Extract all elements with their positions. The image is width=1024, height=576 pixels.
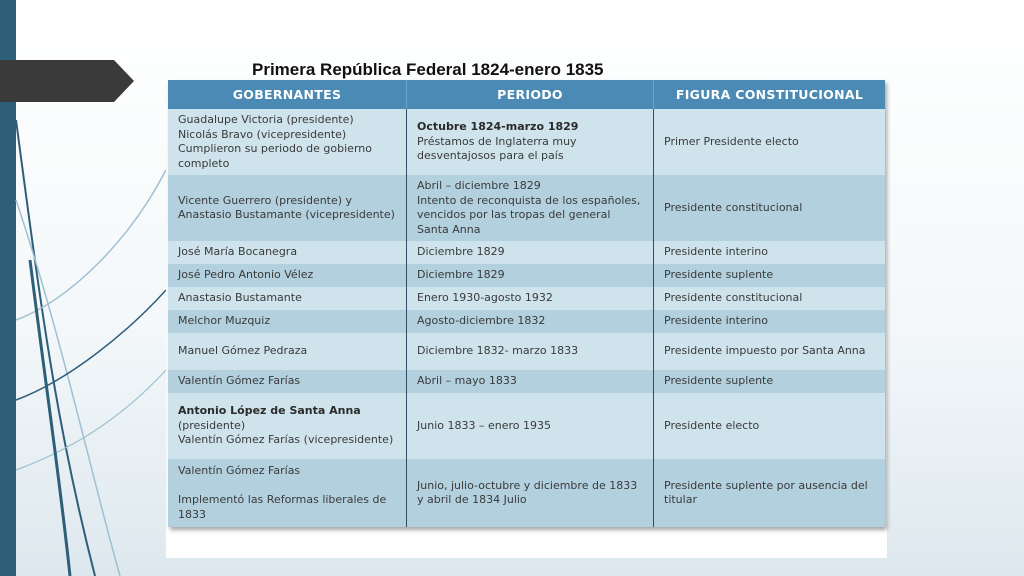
cell-figura-text: Presidente suplente (664, 374, 774, 388)
header-figura-constitucional: FIGURA CONSTITUCIONAL (654, 80, 886, 109)
table-panel (166, 80, 887, 558)
table-row (168, 333, 885, 370)
table-body (168, 109, 885, 527)
cell-gobernantes (168, 264, 407, 287)
cell-figura-text: Presidente suplente (664, 268, 774, 282)
table-row (168, 241, 885, 264)
cell-gobernantes-text: Anastasio Bustamante (178, 291, 302, 305)
cell-figura-text: Presidente suplente por ausencia del titular (664, 478, 868, 506)
cell-periodo-text: Abril – mayo 1833 (417, 374, 517, 388)
cell-gobernantes-text: (presidente) Valentín Gómez Farías (vicepresidente) (178, 418, 394, 447)
cell-periodo-bold: Octubre 1824-marzo 1829 (417, 120, 579, 134)
cell-gobernantes-text: Valentín Gómez Farías (178, 374, 301, 388)
cell-periodo-text: Diciembre 1832- marzo 1833 (417, 344, 579, 358)
cell-figura (654, 310, 886, 333)
cell-figura-text: Presidente impuesto por Santa Anna (664, 344, 866, 358)
cell-figura-text: Presidente interino (664, 314, 768, 328)
cell-figura (654, 264, 886, 287)
governors-table (168, 80, 885, 527)
cell-periodo (407, 287, 654, 310)
table-row (168, 109, 885, 175)
cell-figura (654, 241, 886, 264)
cell-periodo (407, 175, 654, 241)
cell-periodo-text: Junio, julio-octubre y diciembre de 1833 y abril de 1834 Julio (417, 478, 638, 506)
cell-figura (654, 459, 886, 527)
cell-periodo (407, 109, 654, 175)
cell-gobernantes (168, 109, 407, 175)
cell-gobernantes-text: José María Bocanegra (178, 245, 298, 259)
cell-gobernantes (168, 333, 407, 370)
table-row (168, 264, 885, 287)
cell-figura (654, 333, 886, 370)
cell-gobernantes (168, 459, 407, 527)
cell-figura (654, 393, 886, 459)
cell-periodo (407, 333, 654, 370)
cell-periodo-text: Abril – diciembre 1829 Intento de reconquista de los españoles, vencidos por las tropas del general Santa Anna (417, 179, 641, 236)
table-row (168, 393, 885, 459)
cell-periodo (407, 459, 654, 527)
cell-gobernantes (168, 241, 407, 264)
cell-figura-text: Presidente interino (664, 245, 768, 259)
cell-periodo-text: Junio 1833 – enero 1935 (417, 418, 551, 432)
cell-periodo-text: Préstamos de Inglaterra muy desventajosos para el país (417, 134, 577, 163)
cell-figura-text: Presidente electo (664, 418, 760, 432)
cell-periodo (407, 310, 654, 333)
cell-gobernantes-text: Melchor Muzquiz (178, 314, 271, 328)
table-row (168, 287, 885, 310)
table-row (168, 370, 885, 393)
cell-gobernantes-text: Valentín Gómez Farías Implementó las Reformas liberales de 1833 (178, 464, 387, 521)
header-gobernantes: GOBERNANTES (168, 80, 407, 109)
title-arrow-tab (0, 60, 134, 102)
cell-periodo-text: Diciembre 1829 (417, 245, 505, 259)
cell-gobernantes-text: José Pedro Antonio Vélez (178, 268, 314, 282)
table-row (168, 175, 885, 241)
cell-periodo-text: Agosto-diciembre 1832 (417, 314, 546, 328)
cell-figura (654, 175, 886, 241)
cell-gobernantes (168, 287, 407, 310)
cell-periodo (407, 370, 654, 393)
header-periodo: PERIODO (407, 80, 654, 109)
cell-gobernantes-text: Vicente Guerrero (presidente) y Anastasio Bustamante (vicepresidente) (178, 193, 395, 221)
cell-gobernantes (168, 370, 407, 393)
cell-periodo-text: Enero 1930-agosto 1932 (417, 291, 553, 305)
cell-gobernantes-text: Guadalupe Victoria (presidente) Nicolás Bravo (vicepresidente) Cumplieron su periodo de gobierno completo (178, 113, 372, 170)
cell-figura (654, 287, 886, 310)
cell-gobernantes-bold: Antonio López de Santa Anna (178, 404, 361, 418)
cell-periodo (407, 264, 654, 287)
table-row (168, 310, 885, 333)
cell-gobernantes (168, 175, 407, 241)
table-header-row (168, 80, 885, 109)
cell-gobernantes (168, 393, 407, 459)
cell-figura-text: Presidente constitucional (664, 291, 803, 305)
cell-periodo-text: Diciembre 1829 (417, 268, 505, 282)
page-title: Primera República Federal 1824-enero 1835 (252, 60, 604, 79)
cell-figura-text: Primer Presidente electo (664, 134, 799, 148)
cell-figura (654, 109, 886, 175)
cell-periodo (407, 393, 654, 459)
cell-gobernantes-text: Manuel Gómez Pedraza (178, 344, 308, 358)
table-row (168, 459, 885, 527)
cell-periodo (407, 241, 654, 264)
cell-gobernantes (168, 310, 407, 333)
cell-figura (654, 370, 886, 393)
cell-figura-text: Presidente constitucional (664, 200, 803, 214)
